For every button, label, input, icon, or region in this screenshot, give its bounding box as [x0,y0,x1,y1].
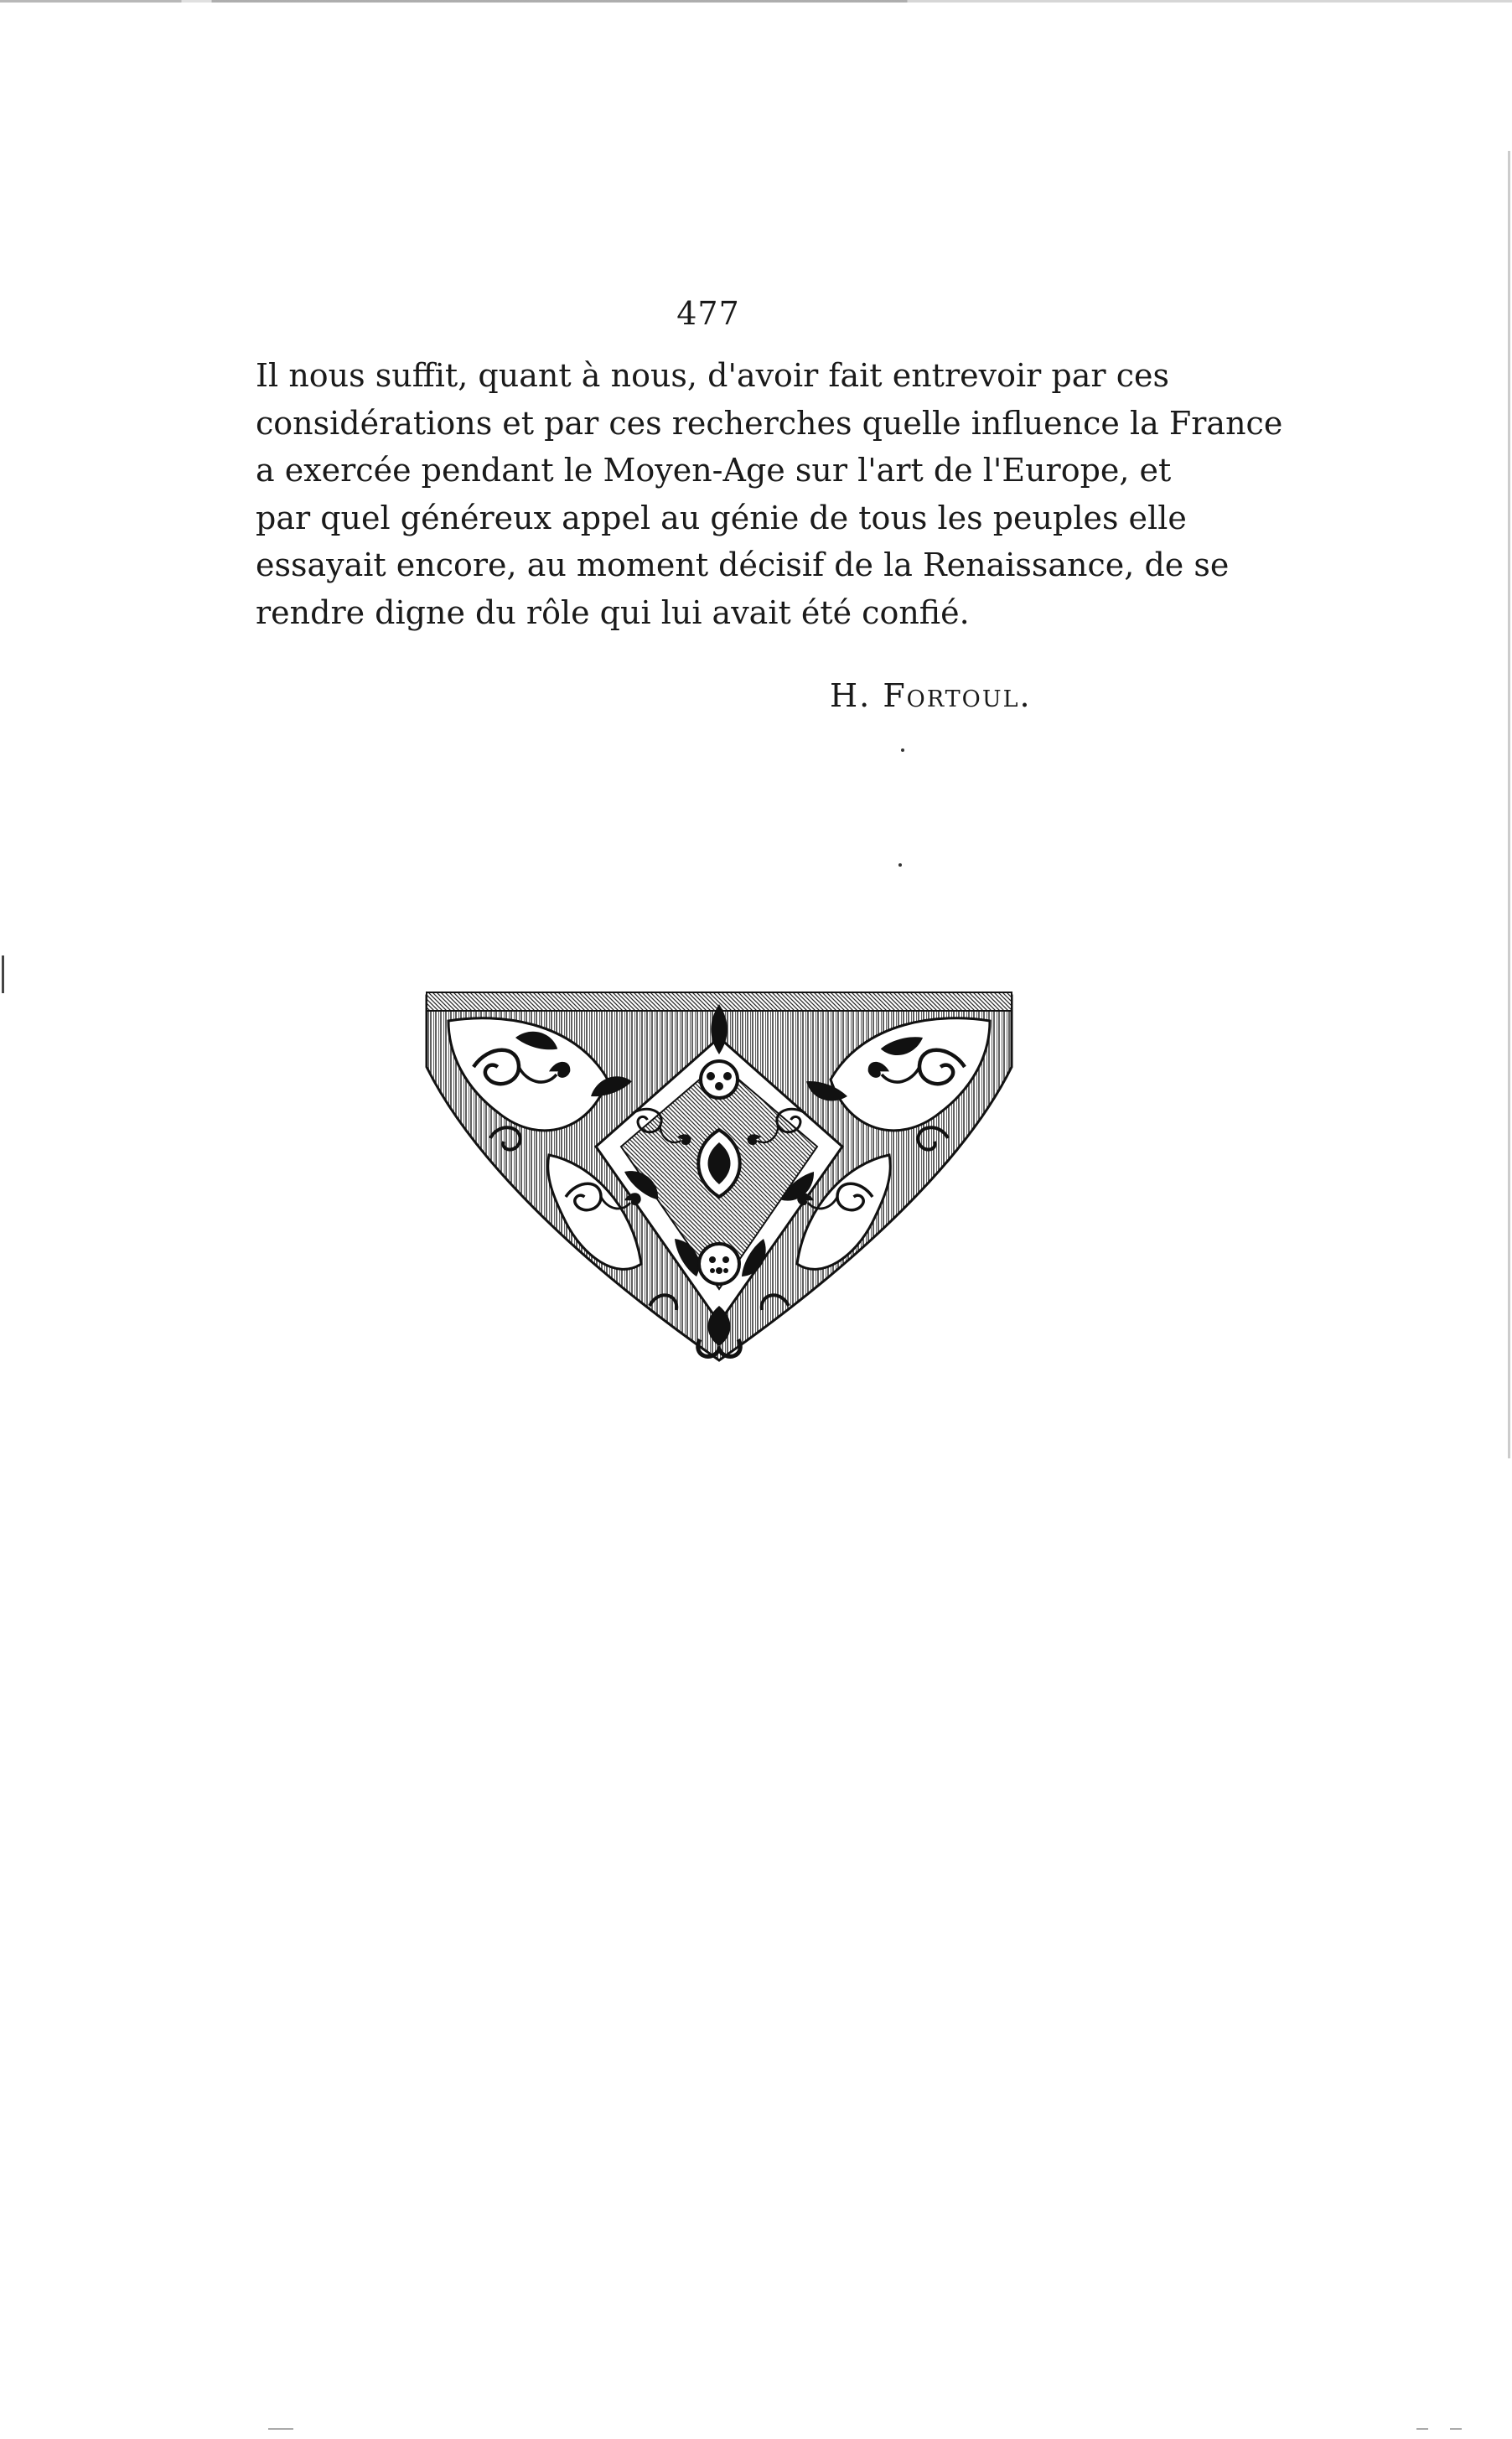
ink-speck [901,748,904,752]
text-line: a exercée pendant le Moyen-Age sur l'art de l'Europe, et [256,452,1172,489]
author-signature [830,677,1032,714]
arabesque-tailpiece-ornament-icon [423,987,1015,1364]
page-number: 477 [676,295,740,332]
signature-initial: H. [830,677,872,714]
scan-left-mark [2,955,4,993]
scan-bottom-marks [0,2426,1512,2431]
body-paragraph [256,352,1283,636]
scan-top-border [0,0,1512,3]
text-line: Il nous suffit, quant à nous, d'avoir fait entrevoir par ces [256,357,1169,394]
ink-speck [898,863,902,867]
text-line: considérations et par ces recherches quelle influence la France [256,404,1283,442]
text-line: par quel généreux appel au génie de tous les peuples elle [256,499,1187,536]
signature-name: Fortoul. [883,677,1032,714]
scan-right-edge [1508,151,1510,1458]
text-line: essayait encore, au moment décisif de la Renaissance, de se [256,546,1230,583]
text-line: rendre digne du rôle qui lui avait été confié. [256,593,970,631]
